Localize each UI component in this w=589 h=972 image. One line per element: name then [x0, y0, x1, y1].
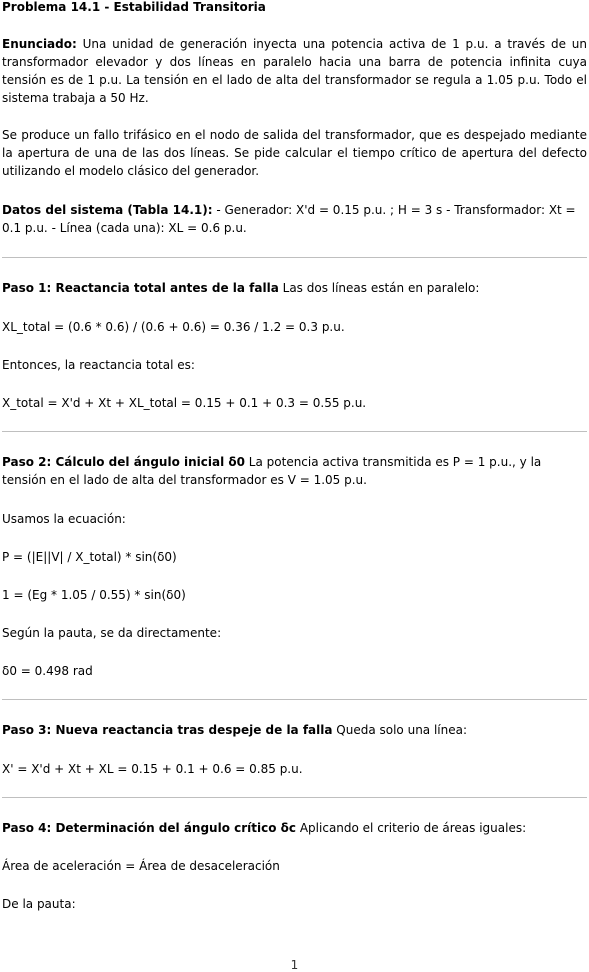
step2-text: La potencia activa transmitida es P = 1 p.u., y la tensión en el lado de alta del transformador es V = 1.05 p.u.: [2, 455, 542, 487]
step1-text-2: Entonces, la reactancia total es:: [2, 358, 195, 372]
step2-equation-1: P = (|E||V| / X_total) * sin(δ0): [2, 550, 177, 564]
divider: [2, 431, 587, 432]
statement-text: Una unidad de generación inyecta una potencia activa de 1 p.u. a través de un transformador elevador y dos líneas en paralelo hacia una barra de potencia infinita cuya tensión es de 1 p.u. La tensión en el lado de alta del transformador se regula a 1.05 p.u. Todo el sistema trabaja a 50 Hz.: [2, 37, 587, 105]
step1-equation-1: XL_total = (0.6 * 0.6) / (0.6 + 0.6) = 0.36 / 1.2 = 0.3 p.u.: [2, 320, 345, 334]
step3-label: Paso 3: Nueva reactancia tras despeje de la falla: [2, 723, 333, 737]
step4-text-2: Área de aceleración = Área de desaceleración: [2, 859, 280, 873]
step3-heading: [2, 721, 587, 739]
step4-text-3: De la pauta:: [2, 897, 76, 911]
system-data-paragraph: [2, 201, 587, 237]
statement-label: Enunciado:: [2, 37, 77, 51]
step1-label: Paso 1: Reactancia total antes de la falla: [2, 281, 279, 295]
step2-text-2: Usamos la ecuación:: [2, 512, 126, 526]
divider: [2, 257, 587, 258]
statement-paragraph-2: Se produce un fallo trifásico en el nodo de salida del transformador, que es despejado mediante la apertura de una de las dos líneas. Se pide calcular el tiempo crítico de apertura del defecto utilizando el modelo clásico del generador.: [2, 128, 587, 178]
step1-text: Las dos líneas están en paralelo:: [278, 281, 480, 295]
step4-heading: [2, 819, 587, 837]
divider: [2, 797, 587, 798]
step2-label: Paso 2: Cálculo del ángulo inicial δ0: [2, 455, 245, 469]
page-number: 1: [290, 958, 299, 972]
step2-text-3: Según la pauta, se da directamente:: [2, 626, 222, 640]
page-title: Problema 14.1 - Estabilidad Transitoria: [2, 0, 266, 14]
step3-equation-1: X' = X'd + Xt + XL = 0.15 + 0.1 + 0.6 = 0.85 p.u.: [2, 762, 303, 776]
step2-heading: [2, 453, 587, 489]
step1-equation-2: X_total = X'd + Xt + XL_total = 0.15 + 0.1 + 0.3 = 0.55 p.u.: [2, 396, 367, 410]
step2-equation-3: δ0 = 0.498 rad: [2, 664, 93, 678]
step3-text: Queda solo una línea:: [332, 723, 468, 737]
system-data-text: - Generador: X'd = 0.15 p.u. ; H = 3 s - Transformador: Xt = 0.1 p.u. - Línea (cada una): XL = 0.6 p.u.: [2, 203, 576, 235]
step2-equation-2: 1 = (Eg * 1.05 / 0.55) * sin(δ0): [2, 588, 186, 602]
system-data-label: Datos del sistema (Tabla 14.1):: [2, 203, 213, 217]
statement-paragraph: [2, 35, 587, 107]
step1-heading: [2, 279, 587, 297]
divider: [2, 699, 587, 700]
step4-label: Paso 4: Determinación del ángulo crítico δc: [2, 821, 297, 835]
step4-text: Aplicando el criterio de áreas iguales:: [296, 821, 527, 835]
